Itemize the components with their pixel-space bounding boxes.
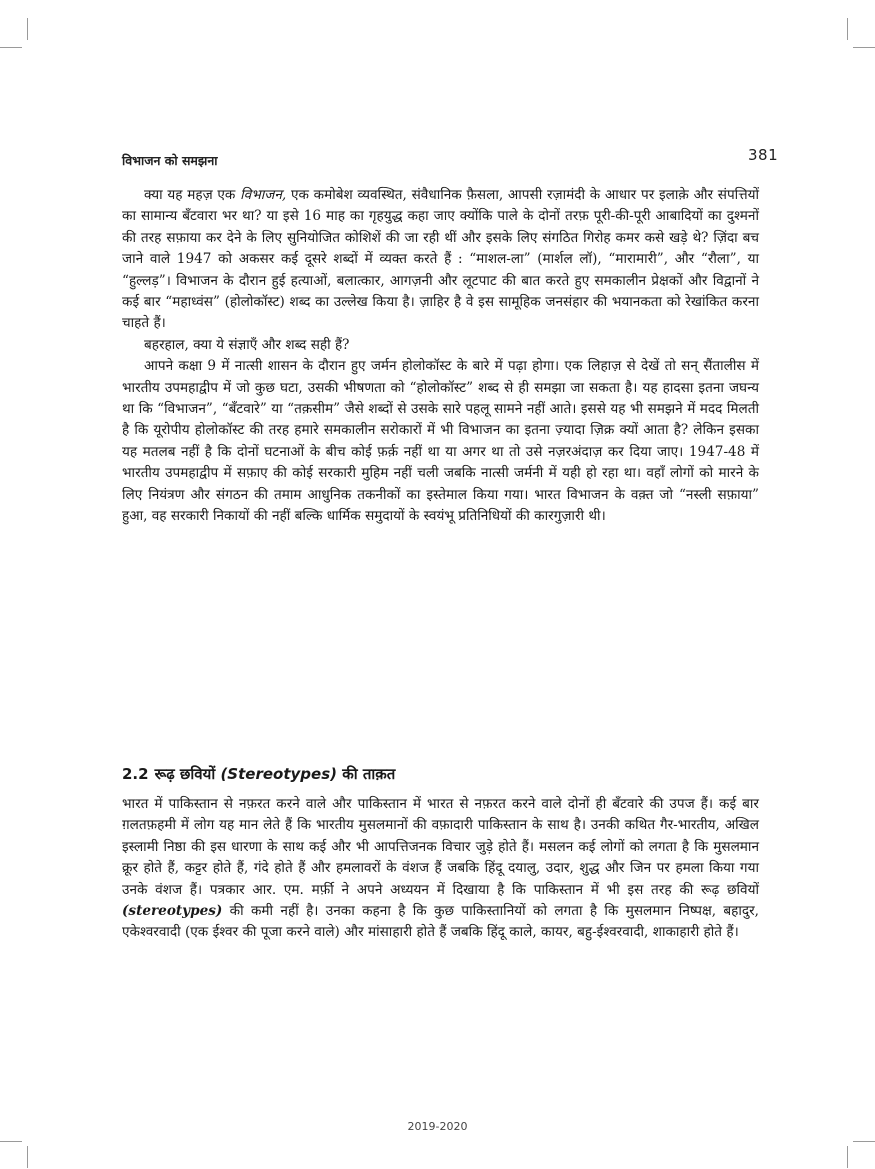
section-heading <box>122 764 395 784</box>
section-title-text-b: की ताक़त <box>336 765 396 783</box>
footer-year: 2019-2020 <box>407 1120 468 1133</box>
paragraph-1-text-b: एक कमोबेश व्यवस्थित, संवैधानिक फ़ैसला, आपसी रज़ामंदी के आधार पर इलाक़े और संपत्तियों का सामान्य बँटवारा भर था? या इसे 16 माह का गृहयुद्ध कहा जाए क्योंकि पाले के दोनों तरफ़ पूरी-की-पूरी आबादियों का दुश्मनों की तरह सफ़ाया कर देने के लिए सुनियोजित कोशिशें की जा रही थीं और इसके लिए संगठित गिरोह कमर कसे खड़े थे? ज़िंदा बच जाने वाले 1947 को अकसर कई दूसरे शब्दों में व्यक्त करते हैं : “माशल-ला” (मार्शल लॉ), “मारामारी”, और “रौला”, या “हुल्लड़”। विभाजन के दौरान हुई हत्याओं, बलात्कार, आगज़नी और लूटपाट की बात करते हुए समकालीन प्रेक्षकों और विद्वानों ने कई बार “महाध्वंस” (होलोकॉस्ट) शब्द का उल्लेख किया है। ज़ाहिर है वे इस सामूहिक जनसंहार की भयानकता को रेखांकित करना चाहते हैं। <box>122 187 759 332</box>
section-title-text-a: रूढ़ छवियों <box>154 765 221 783</box>
section-number: 2.2 <box>122 765 149 783</box>
section-title-italic-term: (Stereotypes) <box>220 765 337 783</box>
crop-mark-bottom-right-v <box>847 1146 848 1168</box>
crop-mark-top-left-v <box>27 18 28 40</box>
crop-mark-top-left-h <box>0 47 22 48</box>
paragraph-4-italic-term: (stereotypes) <box>122 903 223 920</box>
crop-mark-bottom-left-h <box>0 1141 22 1142</box>
paragraph-1-text-a: क्या यह महज़ एक <box>144 187 241 203</box>
crop-mark-bottom-left-v <box>27 1146 28 1168</box>
crop-mark-top-right-h <box>853 47 875 48</box>
crop-mark-bottom-right-h <box>853 1141 875 1142</box>
paragraph-2: बहरहाल, क्या ये संज्ञाएँ और शब्द सही हैं? <box>144 336 350 353</box>
paragraph-4-text-b: की कमी नहीं है। उनका कहना है कि कुछ पाकिस्तानियों को लगता है कि मुसलमान निष्पक्ष, बहादुर, एकेश्वरवादी (एक ईश्वर की पूजा करने वाले) और मांसाहारी होते हैं जबकि हिंदू काले, कायर, बहु-ईश्वरवादी, शाकाहारी होते हैं। <box>122 903 759 941</box>
page-number: 381 <box>748 146 779 164</box>
paragraph-4-text-a: भारत में पाकिस्तान से नफ़रत करने वाले और पाकिस्तान में भारत से नफ़रत करने वाले दोनों ही बँटवारे की उपज हैं। कई बार ग़लतफ़हमी में लोग यह मान लेते हैं कि भारतीय मुसलमानों की वफ़ादारी पाकिस्तान के साथ है। उनकी कथित गैर-भारतीय, अखिल इस्लामी निष्ठा की इस धारणा के साथ कई और भी आपत्तिजनक विचार जुड़े होते हैं। मसलन कई लोगों को लगता है कि मुसलमान क्रूर होते हैं, कट्टर होते हैं, गंदे होते हैं और हमलावरों के वंशज हैं जबकि हिंदू दयालु, उदार, शुद्ध और जिन पर हमला किया गया उनके वंशज हैं। पत्रकार आर. एम. मर्फ़ी ने अपने अध्ययन में दिखाया है कि पाकिस्तान में भी इस तरह की रूढ़ छवियों <box>122 796 759 898</box>
crop-mark-top-right-v <box>847 18 848 40</box>
running-head-title: विभाजन को समझना <box>122 153 218 168</box>
paragraph-1 <box>122 185 759 335</box>
body-text-block-1 <box>122 185 759 528</box>
paragraph-4 <box>122 794 759 944</box>
body-text-block-2 <box>122 794 759 944</box>
paragraph-1-italic-term: विभाजन, <box>240 187 287 203</box>
paragraph-3: आपने कक्षा 9 में नात्सी शासन के दौरान हुए जर्मन होलोकॉस्ट के बारे में पढ़ा होगा। एक लिहाज़ से देखें तो सन् सैंतालीस में भारतीय उपमहाद्वीप में जो कुछ घटा, उसकी भीषणता को “होलोकॉस्ट” शब्द से ही समझा जा सकता है। यह हादसा इतना जघन्य था कि “विभाजन”, “बँटवारे” या “तक़सीम” जैसे शब्दों से उसके सारे पहलू सामने नहीं आते। इससे यह भी समझने में मदद मिलती है कि यूरोपीय होलोकॉस्ट की तरह हमारे समकालीन सरोकारों में भी विभाजन का इतना ज़्यादा ज़िक्र क्यों आता है? लेकिन इसका यह मतलब नहीं है कि दोनों घटनाओं के बीच कोई फ़र्क़ नहीं था या अगर था तो उसे नज़रअंदाज़ कर दिया जाए। 1947-48 में भारतीय उपमहाद्वीप में सफ़ाए की कोई सरकारी मुहिम नहीं चली जबकि नात्सी जर्मनी में यही हो रहा था। वहाँ लोगों को मारने के लिए नियंत्रण और संगठन की तमाम आधुनिक तकनीकों का इस्तेमाल किया गया। भारत विभाजन के वक़्त जो “नस्ली सफ़ाया” हुआ, वह सरकारी निकायों की नहीं बल्कि धार्मिक समुदायों के स्वयंभू प्रतिनिधियों की कारगुज़ारी थी। <box>122 358 759 525</box>
